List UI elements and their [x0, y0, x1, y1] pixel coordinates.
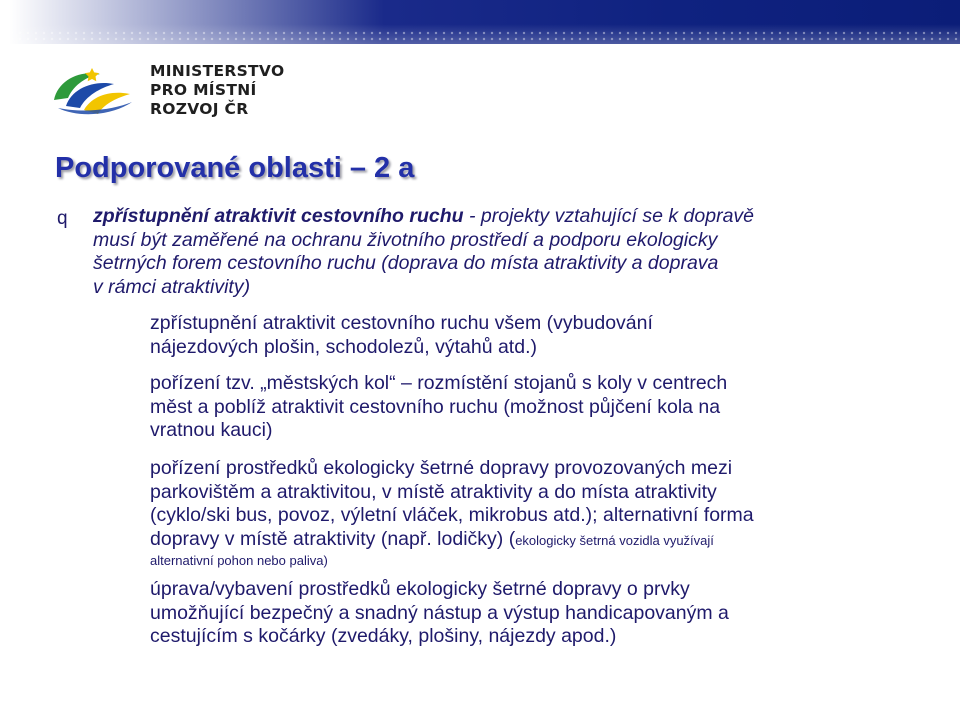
sub-item-line: cestujícím s kočárky (zvedáky, plošiny, nájezdy apod.): [150, 625, 617, 647]
main-bullet-line4: v rámci atraktivity): [93, 275, 251, 298]
main-bullet-line3: šetrných forem cestovního ruchu (doprava do místa atraktivity a doprava: [93, 252, 719, 274]
sub-item-line: parkovištěm a atraktivitou, v místě atraktivity a do místa atraktivity: [150, 480, 717, 503]
sub-item-line: (cyklo/ski bus, povoz, výletní vláček, mikrobus atd.); alternativní forma: [150, 504, 754, 526]
ministry-name: [150, 62, 284, 119]
header-band-fade: [0, 0, 960, 44]
sub-item-line5-small: alternativní pohon nebo paliva): [150, 553, 328, 568]
ministry-name-line3: ROZVOJ ČR: [150, 100, 249, 118]
ministry-emblem-icon: [48, 62, 138, 118]
main-bullet-line1: [93, 205, 923, 229]
slide-title: Podporované oblasti – 2 a: [55, 152, 415, 184]
sub-item-line: pořízení tzv. „městských kol“ – rozmístění stojanů s koly v centrech: [150, 372, 728, 394]
sub-item-vehicle-equipment: [150, 578, 910, 649]
ministry-name-line2: PRO MÍSTNÍ: [150, 81, 257, 99]
sub-item-line: nájezdových plošin, schodolezů, výtahů atd.): [150, 335, 537, 358]
sub-item-line4-small: ekologicky šetrná vozidla využívají: [515, 532, 714, 548]
sub-item-line4-main: dopravy v místě atraktivity (např. lodičky) (: [150, 527, 516, 550]
sub-item-city-bikes: [150, 372, 910, 443]
main-bullet-bold: zpřístupnění atraktivit cestovního ruchu: [93, 205, 464, 227]
ministry-name-line1: MINISTERSTVO: [150, 62, 285, 80]
sub-item-line: úprava/vybavení prostředků ekologicky šetrné dopravy o prvky: [150, 578, 690, 600]
sub-item-line: umožňující bezpečný a snadný nástup a výstup handicapovaným a: [150, 601, 729, 624]
main-bullet-text: [93, 205, 923, 299]
sub-item-line: vratnou kauci): [150, 419, 273, 441]
sub-item-line: zpřístupnění atraktivit cestovního ruchu všem (vybudování: [150, 312, 653, 334]
sub-item-accessibility: [150, 312, 910, 359]
ministry-logo: [48, 60, 288, 120]
main-bullet-line2: musí být zaměřené na ochranu životního prostředí a podporu ekologicky: [93, 228, 718, 251]
sub-item-eco-transport: [150, 457, 910, 569]
bullet-marker: q: [57, 208, 68, 229]
sub-item-line: měst a poblíž atraktivit cestovního ruchu (možnost půjčení kola na: [150, 395, 721, 418]
main-bullet-line1-rest: - projekty vztahující se k dopravě: [463, 205, 755, 227]
sub-item-line: pořízení prostředků ekologicky šetrné dopravy provozovaných mezi: [150, 457, 733, 479]
sub-item-line: [150, 528, 910, 553]
